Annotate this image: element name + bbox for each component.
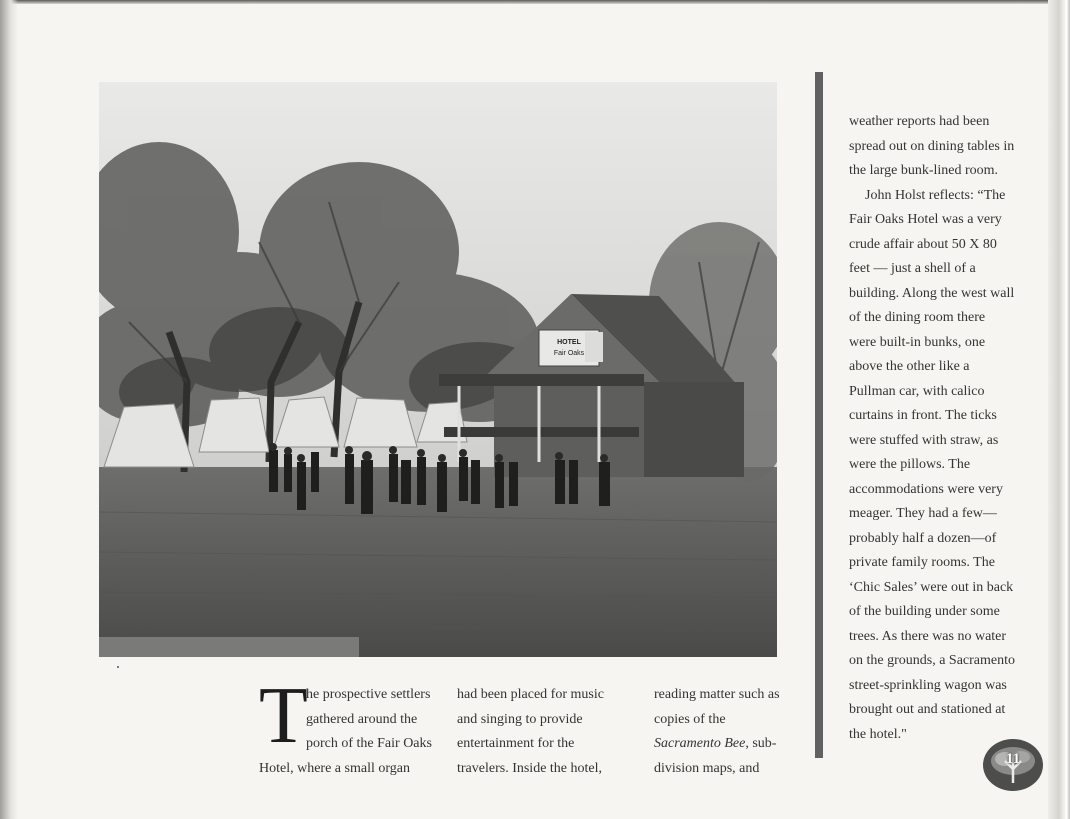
story-column-4 — [849, 110, 1039, 747]
hotel-sign-line2: Fair Oaks — [553, 350, 585, 357]
story-line: travelers. Inside the hotel, — [457, 760, 603, 776]
story-line: accommodations were very — [849, 481, 1003, 497]
story-line: were the pillows. The — [849, 457, 971, 472]
story-line: of the dining room there — [849, 310, 986, 325]
story-line — [654, 732, 804, 757]
story-line: gathered around the — [306, 711, 418, 727]
story-line: had been placed for music — [457, 687, 604, 702]
column-rule — [815, 72, 823, 758]
story-line: spread out on dining tables in — [849, 138, 1015, 154]
story-line: private family rooms. The — [849, 555, 995, 570]
story-line: and singing to provide — [457, 711, 583, 727]
story-line: of the building under some — [849, 604, 1000, 619]
story-line: Pullman car, with calico — [849, 383, 985, 399]
page-number: 11 — [1005, 751, 1021, 767]
story-line: on the grounds, a Sacramento — [849, 653, 1016, 668]
story-column-2 — [457, 683, 632, 781]
historic-hotel-photo — [99, 82, 777, 657]
story-line: he prospective settlers — [306, 687, 431, 702]
story-column-3 — [654, 683, 804, 781]
story-line: ‘Chic Sales’ were out in back — [849, 579, 1014, 595]
hotel-sign-line1: HOTEL — [557, 339, 581, 346]
story-line: copies of the — [654, 711, 726, 727]
story-line: were stuffed with straw, as — [849, 432, 999, 448]
print-speck — [117, 666, 119, 668]
story-line: curtains in front. The ticks — [849, 408, 997, 423]
photo-illustration — [99, 82, 777, 657]
story-line: porch of the Fair Oaks — [306, 736, 432, 751]
story-line: weather reports had been — [849, 114, 990, 129]
story-line: trees. As there was no water — [849, 628, 1007, 644]
story-line: street-sprinkling wagon was — [849, 677, 1007, 693]
story-line: building. Along the west wall — [849, 285, 1015, 301]
story-line: the hotel." — [849, 726, 907, 742]
story-column-1 — [259, 672, 444, 781]
page-right-edge — [1048, 0, 1070, 819]
story-line: division maps, and — [654, 760, 760, 776]
story-line: entertainment for the — [457, 736, 575, 751]
story-line: Hotel, where a small organ — [259, 760, 410, 776]
story-line: meager. They had a few— — [849, 506, 997, 521]
drop-cap: T — [259, 672, 308, 760]
story-line: crude affair about 50 X 80 — [849, 236, 997, 252]
newspaper-title: Sacramento Bee — [654, 736, 746, 751]
story-line: probably half a dozen—of — [849, 530, 997, 546]
story-line: were built-in bunks, one — [849, 334, 986, 350]
page-top-edge — [0, 0, 1070, 4]
story-line: above the other like a — [849, 359, 970, 374]
story-line: reading matter such as — [654, 687, 780, 702]
story-line: feet — just a shell of a — [849, 261, 976, 276]
story-line: John Holst reflects: “The — [865, 187, 1006, 203]
story-line: Fair Oaks Hotel was a very — [849, 212, 1002, 227]
story-line: the large bunk-lined room. — [849, 163, 999, 178]
story-line-suffix: , sub- — [745, 736, 777, 751]
binding-shadow — [0, 0, 18, 819]
story-line: brought out and stationed at — [849, 702, 1006, 717]
